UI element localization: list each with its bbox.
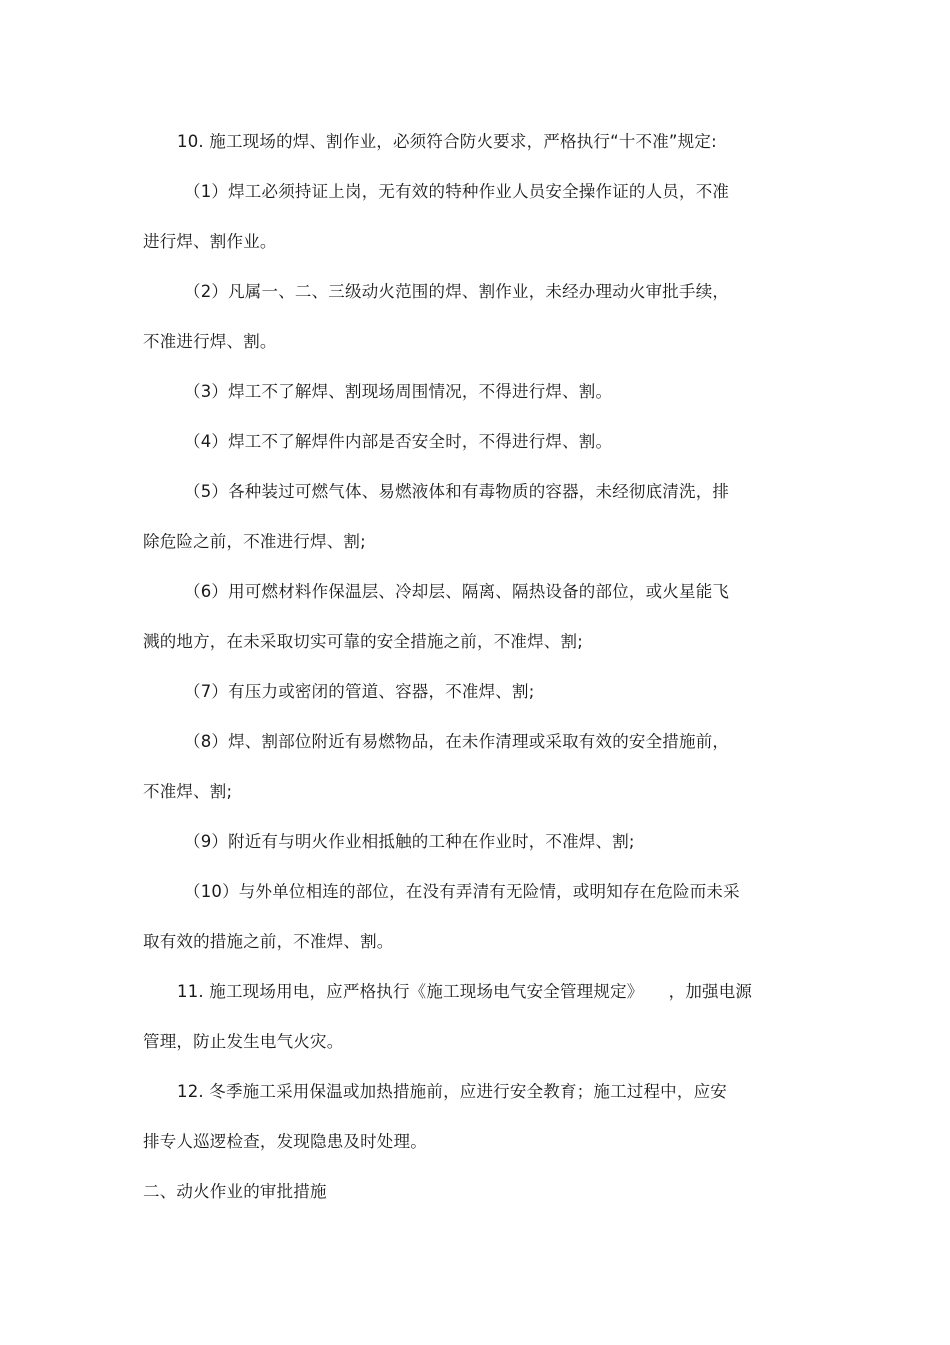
item-12-line-1: 12. 冬季施工采用保温或加热措施前，应进行安全教育；施工过程中，应安 <box>177 1082 727 1101</box>
rule-3: （3）焊工不了解焊、割现场周围情况，不得进行焊、割。 <box>184 382 613 401</box>
rule-10-line-1: （10）与外单位相连的部位，在没有弄清有无险情，或明知存在危险而未采 <box>184 882 740 901</box>
item-11-line-1: 11. 施工现场用电，应严格执行《施工现场电气安全管理规定》 ，加强电源 <box>177 982 753 1001</box>
rule-2-line-1: （2）凡属一、二、三级动火范围的焊、割作业，未经办理动火审批手续， <box>184 282 730 301</box>
item-10-intro: 10. 施工现场的焊、割作业，必须符合防火要求，严格执行“十不准”规定: <box>177 132 717 151</box>
rule-5-line-2: 除危险之前，不准进行焊、割; <box>143 532 366 551</box>
rule-1-line-1: （1）焊工必须持证上岗，无有效的特种作业人员安全操作证的人员，不准 <box>184 182 730 201</box>
rule-8-line-2: 不准焊、割; <box>143 782 233 801</box>
rule-4: （4）焊工不了解焊件内部是否安全时，不得进行焊、割。 <box>184 432 613 451</box>
rule-7: （7）有压力或密闭的管道、容器，不准焊、割; <box>184 682 535 701</box>
rule-2-line-2: 不准进行焊、割。 <box>143 332 277 351</box>
rule-8-line-1: （8）焊、割部位附近有易燃物品，在未作清理或采取有效的安全措施前， <box>184 732 730 751</box>
rule-9: （9）附近有与明火作业相抵触的工种在作业时，不准焊、割; <box>184 832 635 851</box>
rule-6-line-2: 溅的地方，在未采取切实可靠的安全措施之前，不准焊、割; <box>143 632 583 651</box>
rule-6-line-1: （6）用可燃材料作保温层、冷却层、隔离、隔热设备的部位，或火星能飞 <box>184 582 730 601</box>
rule-1-line-2: 进行焊、割作业。 <box>143 232 277 251</box>
section-heading: 二、动火作业的审批措施 <box>143 1182 327 1201</box>
item-11-line-2: 管理，防止发生电气火灾。 <box>143 1032 344 1051</box>
item-12-line-2: 排专人巡逻检查，发现隐患及时处理。 <box>143 1132 427 1151</box>
rule-5-line-1: （5）各种装过可燃气体、易燃液体和有毒物质的容器，未经彻底清洗，排 <box>184 482 730 501</box>
rule-10-line-2: 取有效的措施之前，不准焊、割。 <box>143 932 394 951</box>
